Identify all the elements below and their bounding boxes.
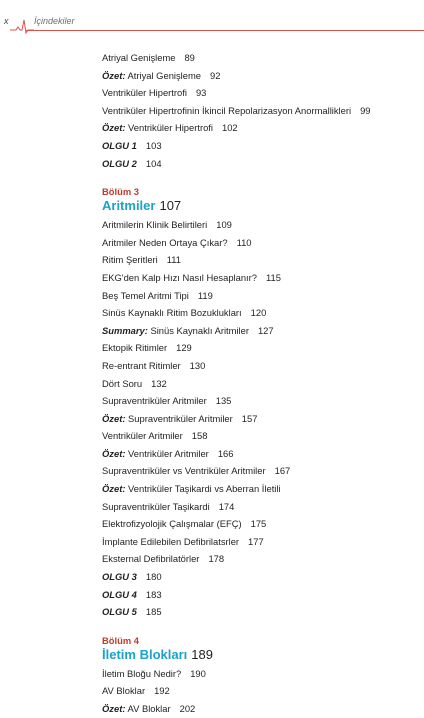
toc-entry[interactable]	[102, 410, 420, 428]
toc-entry[interactable]	[102, 392, 420, 410]
entry-label: Sinüs Kaynaklı Ritim Bozuklukları	[102, 307, 242, 319]
entry-page: 157	[241, 412, 258, 424]
page-number: x	[4, 16, 9, 26]
entry-prefix: Özet:	[102, 122, 126, 134]
entry-label: EKG'den Kalp Hızı Nasıl Hesaplanır?	[102, 271, 257, 283]
entry-label: Supraventriküler Aritmiler	[128, 412, 233, 424]
toc-entry[interactable]	[102, 84, 420, 102]
table-of-contents	[102, 49, 420, 718]
chapter-entry-list	[102, 216, 420, 621]
entry-page: 115	[266, 271, 281, 283]
toc-entry[interactable]	[102, 49, 420, 67]
entry-label: Aritmiler Neden Ortaya Çıkar?	[102, 236, 228, 248]
entry-page: 120	[250, 307, 267, 319]
chapter-entry-list	[102, 665, 420, 718]
entry-page: 104	[145, 157, 162, 169]
entry-label: OLGU 4	[102, 588, 137, 600]
entry-label: Supraventriküler Aritmiler	[102, 395, 207, 407]
toc-entry[interactable]	[102, 480, 420, 498]
entry-page: 158	[191, 430, 208, 442]
entry-page: 103	[145, 139, 162, 151]
pre-entry-list	[102, 49, 420, 172]
page-header	[0, 0, 424, 44]
entry-page: 129	[176, 342, 192, 354]
toc-entry[interactable]	[102, 119, 420, 137]
entry-label: Dört Soru	[102, 377, 143, 389]
entry-page: 109	[216, 219, 232, 231]
entry-label: OLGU 5	[102, 606, 137, 618]
toc-entry[interactable]	[102, 216, 420, 234]
entry-label: OLGU 2	[102, 157, 137, 169]
toc-entry[interactable]	[102, 665, 420, 683]
chapter-page: 189	[191, 646, 213, 662]
entry-label: Sinüs Kaynaklı Aritmiler	[150, 324, 249, 336]
entry-label: Re-entrant Ritimler	[102, 359, 181, 371]
entry-label: Atriyal Genişleme	[127, 69, 201, 81]
entry-label: OLGU 3	[102, 571, 137, 583]
toc-entry[interactable]	[102, 102, 420, 120]
entry-page: 166	[217, 447, 234, 459]
entry-label: Ektopik Ritimler	[102, 342, 168, 354]
entry-page: 185	[145, 606, 162, 618]
toc-entry[interactable]	[102, 251, 420, 269]
toc-entry[interactable]	[102, 603, 420, 621]
toc-entry[interactable]	[102, 234, 420, 252]
entry-label: Supraventriküler Taşikardi	[102, 500, 210, 512]
entry-page: 111	[166, 254, 181, 266]
toc-entry[interactable]	[102, 498, 420, 516]
header-rule	[26, 30, 424, 31]
entry-page: 167	[274, 465, 291, 477]
entry-label: AV Bloklar	[127, 703, 171, 714]
entry-label: Ritim Şeritleri	[102, 254, 158, 266]
entry-label: Ventriküler Aritmiler	[102, 430, 183, 442]
entry-label: Ventriküler Hipertrofi	[128, 122, 213, 134]
entry-label: Ventriküler Taşikardi vs Aberran İletili	[128, 483, 281, 495]
entry-prefix: Özet:	[102, 447, 126, 459]
entry-page: 192	[154, 685, 170, 697]
entry-prefix: Özet:	[102, 703, 126, 714]
toc-entry[interactable]	[102, 375, 420, 393]
entry-label: Elektrofizyolojik Çalışmalar (EFÇ)	[102, 518, 242, 530]
toc-entry[interactable]	[102, 568, 420, 586]
toc-entry[interactable]	[102, 287, 420, 305]
entry-label: AV Bloklar	[102, 685, 146, 697]
chapter-title-text: İletim Blokları	[102, 646, 188, 662]
entry-prefix: Özet:	[102, 69, 126, 81]
entry-page: 174	[218, 500, 235, 512]
entry-label: İletim Bloğu Nedir?	[102, 667, 182, 679]
toc-entry[interactable]	[102, 586, 420, 604]
entry-label: Supraventriküler vs Ventriküler Aritmiler	[102, 465, 266, 477]
chapter-label: Bölüm 4	[102, 634, 139, 646]
entry-page: 119	[197, 289, 213, 301]
chapter-page: 107	[159, 198, 182, 214]
entry-page: 130	[189, 359, 206, 371]
entry-page: 89	[184, 52, 195, 63]
toc-entry[interactable]	[102, 137, 420, 155]
entry-prefix: Özet:	[102, 412, 126, 424]
toc-entry[interactable]	[102, 357, 420, 375]
toc-entry[interactable]	[102, 550, 420, 568]
entry-page: 93	[195, 87, 207, 99]
chapter-title[interactable]	[102, 647, 420, 663]
entry-page: 190	[190, 667, 206, 679]
entry-label: Aritmilerin Klinik Belirtileri	[102, 219, 208, 231]
toc-entry[interactable]	[102, 339, 420, 357]
toc-entry[interactable]	[102, 155, 420, 173]
entry-page: 110	[236, 236, 252, 248]
entry-page: 102	[221, 122, 238, 134]
toc-entry[interactable]	[102, 445, 420, 463]
entry-page: 183	[145, 588, 162, 600]
chapter-title[interactable]	[102, 198, 420, 214]
toc-entry[interactable]	[102, 269, 420, 287]
entry-prefix: Summary:	[102, 324, 148, 336]
toc-entry[interactable]	[102, 700, 420, 718]
toc-entry[interactable]	[102, 427, 420, 445]
chapter-4	[102, 635, 420, 718]
entry-page: 127	[257, 324, 274, 336]
entry-label: Beş Temel Aritmi Tipi	[102, 289, 189, 301]
toc-entry[interactable]	[102, 462, 420, 480]
entry-label: İmplante Edilebilen Defibrilatsrler	[102, 535, 240, 547]
entry-prefix: Özet:	[102, 483, 126, 495]
toc-entry[interactable]	[102, 322, 420, 340]
entry-label: OLGU 1	[102, 139, 137, 151]
entry-page: 132	[151, 377, 167, 389]
entry-page: 180	[145, 571, 162, 583]
entry-page: 177	[248, 535, 264, 547]
running-title: İçindekiler	[34, 16, 75, 26]
toc-entry[interactable]	[102, 682, 420, 700]
entry-label: Ventriküler Aritmiler	[128, 447, 209, 459]
entry-page: 92	[210, 69, 221, 81]
toc-entry[interactable]	[102, 515, 420, 533]
entry-page: 178	[208, 553, 225, 565]
chapter-title-text: Aritmiler	[102, 198, 156, 214]
entry-page: 202	[179, 703, 196, 714]
entry-label: Ventriküler Hipertrofi	[102, 87, 187, 99]
entry-page: 175	[250, 518, 267, 530]
chapter-3	[102, 186, 420, 621]
toc-entry[interactable]	[102, 533, 420, 551]
ecg-waveform-icon	[0, 18, 34, 34]
chapter-label: Bölüm 3	[102, 186, 139, 198]
toc-entry[interactable]	[102, 67, 420, 85]
toc-entry[interactable]	[102, 304, 420, 322]
entry-label: Atriyal Genişleme	[102, 52, 176, 63]
entry-page: 99	[360, 104, 371, 116]
entry-label: Eksternal Defibrilatörler	[102, 553, 200, 565]
entry-page: 135	[215, 395, 232, 407]
entry-label: Ventriküler Hipertrofinin İkincil Repolarizasyon Anormallikleri	[102, 104, 352, 116]
